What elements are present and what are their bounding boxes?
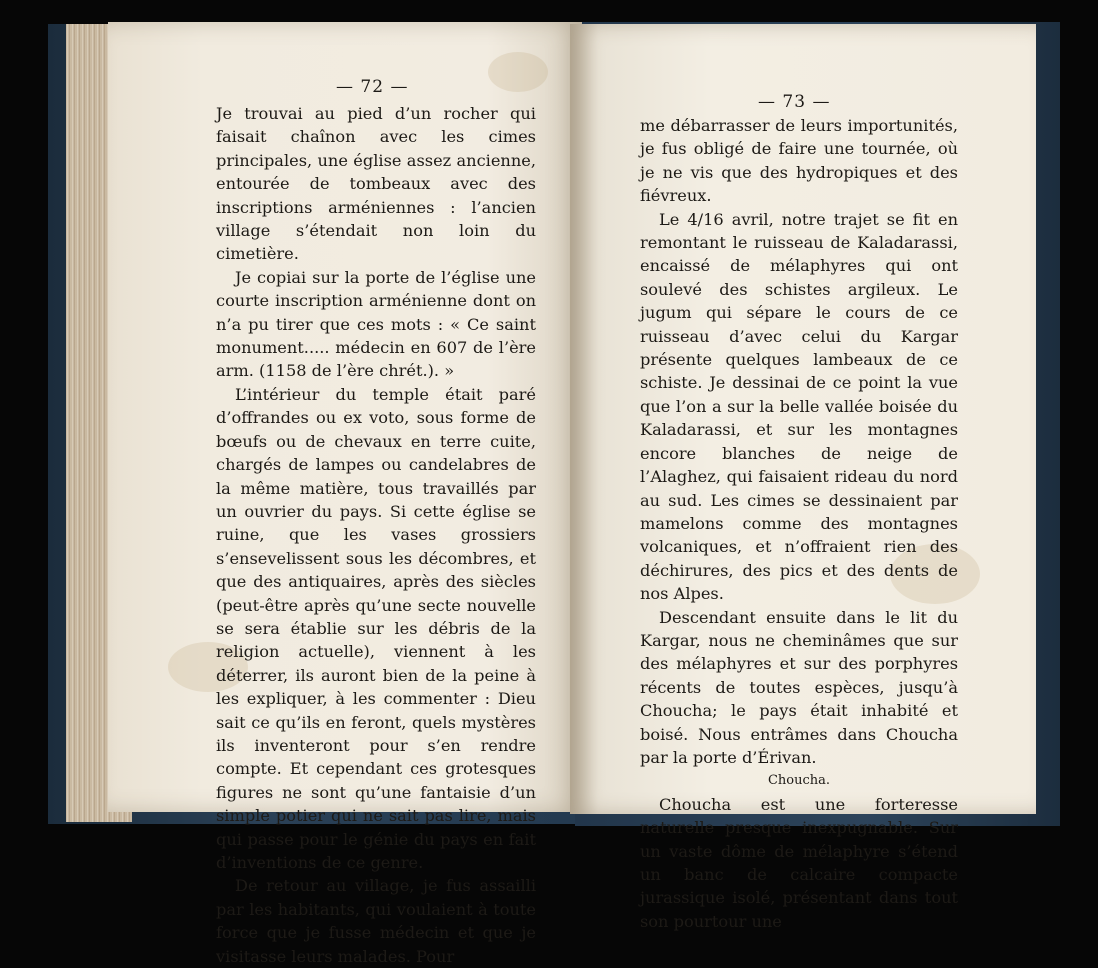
- right-page-text: [640, 114, 958, 933]
- left-page: [108, 22, 582, 966]
- paragraph: De retour au village, je fus assailli par les habitants, qui voulaient à toute force que je fusse médecin et que je visitasse leurs malades. Pour: [216, 876, 536, 966]
- foxing-stain: [488, 52, 548, 92]
- page-number: — 72 —: [336, 77, 409, 97]
- paragraph: Le 4/16 avril, notre trajet se fit en remontant le ruisseau de Kaladarassi, encaissé de mélaphyres qui ont soulevé des schistes argileux. Le jugum qui sépare le cours de ce ruisseau d’avec celui du Kargar présente quelques lambeaux de ce schiste. Je dessinai de ce point la vue que l’on a sur la belle vallée boisée du Kaladarassi, et sur les montagnes encore blanches de neige de l’Alaghez, qui faisaient rideau du nord au sud. Les cimes se dessinaient par mamelons comme des montagnes volcaniques, et n’offraient rien des déchirures, des pics et des dents de nos Alpes.: [640, 209, 958, 604]
- paragraph: Descendant ensuite dans le lit du Kargar, nous ne cheminâmes que sur des mélaphyres et sur des porphyres récents de toutes espèces, jusqu’à Choucha; le pays était inhabité et boisé. Nous entrâmes dans Choucha par la porte d’Érivan.: [640, 607, 958, 767]
- paragraph: L’intérieur du temple était paré d’offrandes ou ex voto, sous forme de bœufs ou de chevaux en terre cuite, chargés de lampes ou candelabres de la même matière, tous travaillés par un ouvrier du pays. Si cette église se ruine, que les vases grossiers s’ensevelissent sous les décombres, et que des antiquaires, après des siècles (peut-être après qu’une secte nouvelle se sera établie sur les débris de la religion actuelle), viennent à les déterrer, ils auront bien de la peine à les expliquer, à les commenter : Dieu sait ce qu’ils en feront, quels mystères ils inventeront pour s’en rendre compte. Et cependant ces grotesques figures ne sont qu’une fantaisie d’un simple potier qui ne sait pas lire, mais qui passe pour le génie du pays en fait d’inventions de ce genre.: [216, 384, 536, 872]
- paragraph: Choucha est une forteresse naturelle presque inexpugnable. Sur un vaste dôme de mélaphyre s’étend un banc de calcaire compacte jurassique isolé, présentant dans tout son pourtour une: [640, 794, 958, 931]
- paragraph: me débarrasser de leurs importunités, je fus obligé de faire une tournée, où je ne vis que des hydropiques et des fiévreux.: [640, 116, 958, 206]
- section-heading: Choucha.: [767, 773, 831, 789]
- right-page: [570, 24, 1036, 931]
- paragraph: Je trouvai au pied d’un rocher qui faisait chaînon avec les cimes principales, une église assez ancienne, entourée de tombeaux avec des inscriptions arméniennes : l’ancien village s’étendait non loin du cimetière.: [216, 104, 536, 264]
- paragraph: Je copiai sur la porte de l’église une courte inscription arménienne dont on n’a pu tirer que ces mots : « Ce saint monument..... médecin en 607 de l’ère arm. (1158 de l’ère chrét.). »: [216, 267, 536, 381]
- left-page-text: [216, 102, 536, 968]
- page-number: — 73 —: [758, 92, 831, 112]
